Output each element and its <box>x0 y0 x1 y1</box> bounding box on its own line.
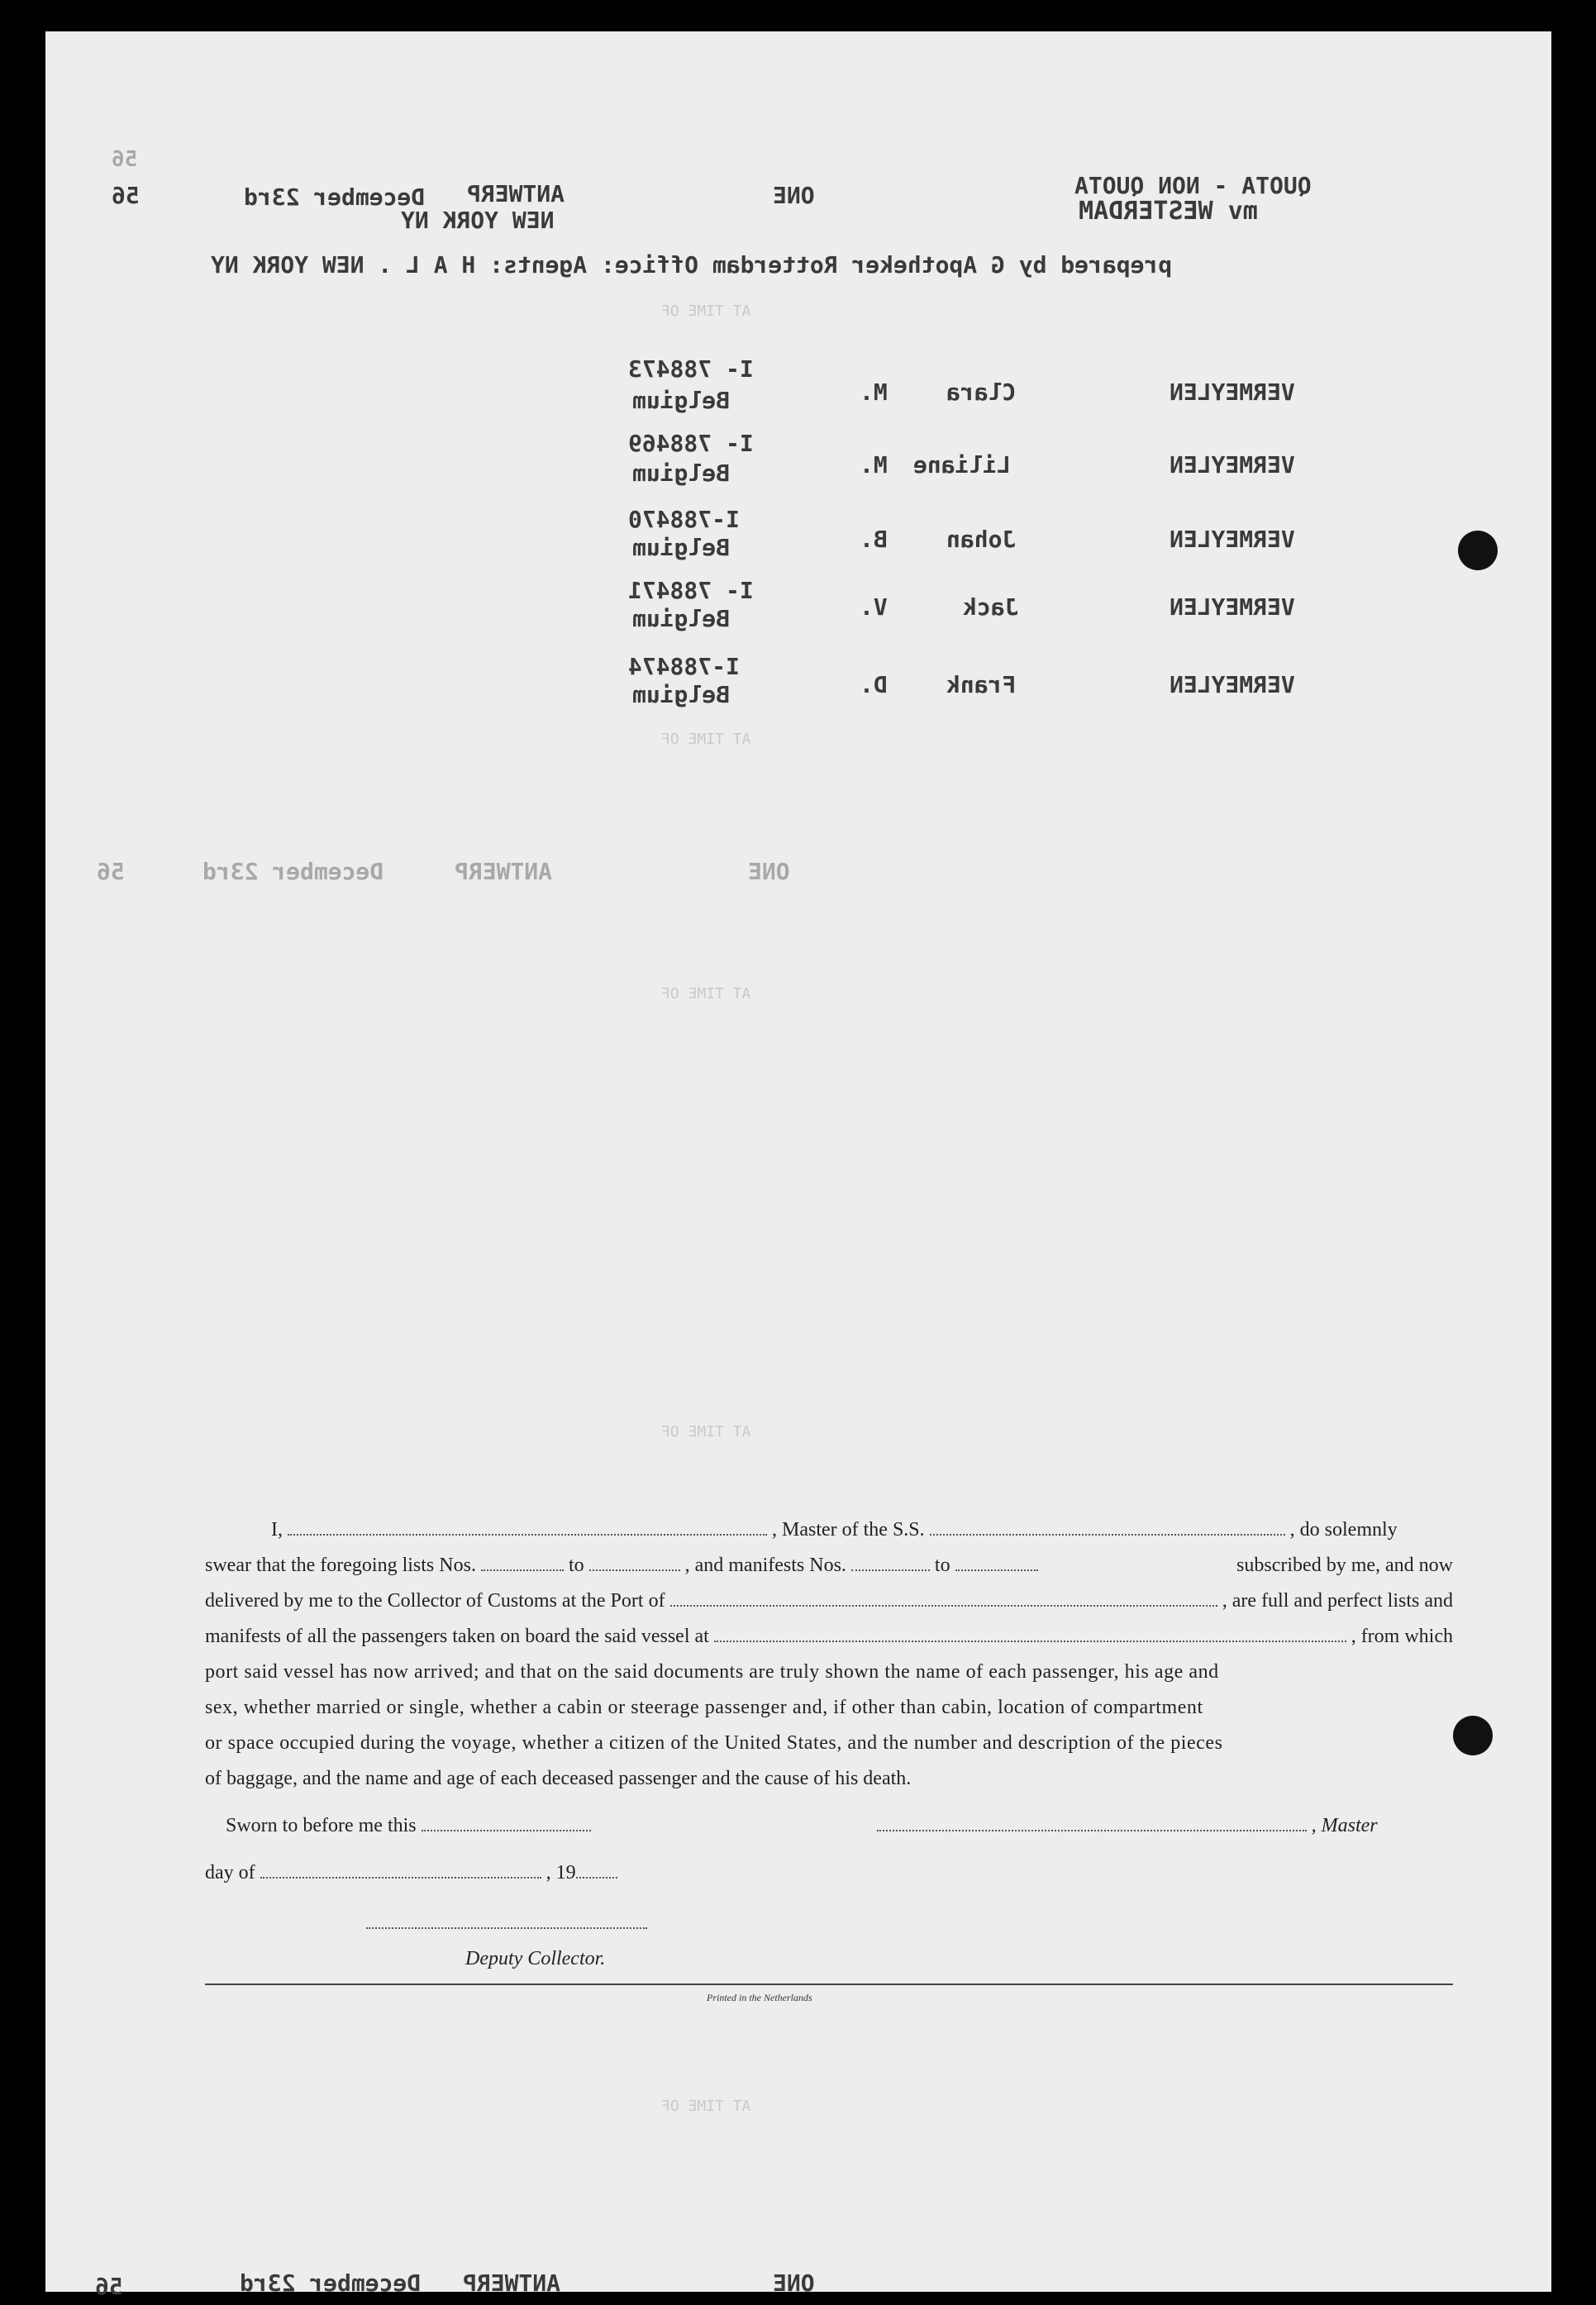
sworn-year-field[interactable] <box>576 1855 617 1879</box>
oath-text-line: or space occupied during the voyage, whether a citizen of the United States, and the number and description of the pieces <box>205 1732 1223 1754</box>
manifests-from-field[interactable] <box>851 1548 930 1571</box>
ghost-at-time-4: AT TIME OF <box>661 1423 751 1441</box>
passenger-visa: I- 788471 <box>628 577 754 604</box>
printed-in: Printed in the Netherlands <box>707 1992 812 2003</box>
ghost-at-time-1: AT TIME OF <box>661 302 751 320</box>
header-port: ANTWERP <box>467 180 565 207</box>
header-destination: NEW YORK NY <box>401 207 555 234</box>
passenger-surname: VERMEYLEN <box>1170 593 1295 621</box>
header-ship: mv WESTERDAM <box>1079 197 1258 226</box>
passenger-surname: VERMEYLEN <box>1170 526 1295 553</box>
oath-text-line: port said vessel has now arrived; and that on the said documents are truly shown the name of each passenger, his age and <box>205 1661 1219 1683</box>
passenger-sex: B. <box>860 526 888 553</box>
passenger-sex: V. <box>860 593 888 621</box>
oath-to: to <box>568 1555 584 1576</box>
passenger-surname: VERMEYLEN <box>1170 671 1295 698</box>
manifest-sheet <box>45 31 1551 2300</box>
bottom-class: ONE <box>773 2269 815 2297</box>
oath-manifests-all: manifests of all the passengers taken on board the said vessel at <box>205 1626 709 1647</box>
header-date: December 23rd <box>244 183 426 211</box>
passenger-nationality: Belgium <box>632 681 731 708</box>
oath-swear-lists: swear that the foregoing lists Nos. <box>205 1555 476 1576</box>
punch-hole <box>1458 531 1498 570</box>
deputy-signature-field[interactable] <box>366 1906 647 1929</box>
header-quota: QUOTA - NON QUOTA <box>1074 172 1312 199</box>
passenger-nationality: Belgium <box>632 605 731 632</box>
oath-from-which: , from which <box>1351 1626 1453 1647</box>
passenger-given: Frank <box>946 671 1017 698</box>
oath-sworn: Sworn to before me this <box>226 1815 417 1836</box>
second-date: December 23rd <box>202 858 384 885</box>
ship-name-field[interactable] <box>930 1512 1285 1536</box>
footer-rule <box>205 1984 1453 1985</box>
bottom-port: ANTWERP <box>463 2269 561 2297</box>
ghost-at-time-5: AT TIME OF <box>661 2098 751 2115</box>
oath-text-line: of baggage, and the name and age of each deceased passenger and the cause of his death. <box>205 1768 912 1789</box>
master-name-field[interactable] <box>288 1512 767 1536</box>
oath-and-manifests: , and manifests Nos. <box>684 1555 846 1576</box>
vessel-port-field[interactable] <box>714 1619 1346 1642</box>
passenger-nationality: Belgium <box>632 460 731 487</box>
passenger-visa: I-788470 <box>628 506 740 533</box>
passenger-surname: VERMEYLEN <box>1170 379 1295 406</box>
master-oath <box>205 1512 1453 1977</box>
oath-delivered: delivered by me to the Collector of Customs at the Port of <box>205 1590 665 1612</box>
passenger-nationality: Belgium <box>632 534 731 561</box>
lists-from-field[interactable] <box>481 1548 564 1571</box>
ghost-at-time-3: AT TIME OF <box>661 985 751 1002</box>
oath-deputy: Deputy Collector. <box>465 1948 606 1969</box>
passenger-visa: I-788474 <box>628 653 740 680</box>
passenger-given: Jack <box>963 593 1019 621</box>
passenger-sex: M. <box>860 379 888 406</box>
passenger-visa: I- 788473 <box>628 355 754 383</box>
passenger-sex: D. <box>860 671 888 698</box>
oath-subscribed: subscribed by me, and now <box>1236 1555 1453 1576</box>
master-signature-field[interactable] <box>877 1808 1307 1831</box>
lists-to-field[interactable] <box>589 1548 680 1571</box>
list-number-faint: 56 <box>112 147 138 172</box>
passenger-given: Clara <box>946 379 1017 406</box>
port-field[interactable] <box>670 1583 1217 1607</box>
oath-to2: to <box>934 1555 950 1576</box>
passenger-visa: I- 788469 <box>628 430 754 457</box>
oath-day-of: day of <box>205 1862 255 1884</box>
bottom-date: December 23rd <box>240 2269 422 2297</box>
oath-full-perfect: , are full and perfect lists and <box>1222 1590 1453 1612</box>
oath-i: I, <box>271 1519 283 1541</box>
sworn-date-field[interactable] <box>422 1808 591 1831</box>
second-port: ANTWERP <box>455 858 553 885</box>
passenger-surname: VERMEYLEN <box>1170 451 1295 479</box>
manifests-to-field[interactable] <box>955 1548 1038 1571</box>
passenger-sex: M. <box>860 451 888 479</box>
header-class: ONE <box>773 182 815 209</box>
oath-text-line: sex, whether married or single, whether a cabin or steerage passenger and, if other than cabin, location of compartment <box>205 1697 1203 1718</box>
oath-year: , 19 <box>545 1862 576 1884</box>
sworn-month-field[interactable] <box>260 1855 541 1879</box>
oath-master: , Master <box>1311 1815 1378 1836</box>
prepared-by: prepared by G Apotheker Rotterdam Office: Agents: H A L . NEW YORK NY <box>211 251 1173 279</box>
list-number: 56 <box>112 182 140 209</box>
oath-do-solemnly: , do solemnly <box>1289 1519 1398 1541</box>
ghost-at-time-2: AT TIME OF <box>661 731 751 748</box>
passenger-nationality: Belgium <box>632 387 731 414</box>
bottom-list-number: 56 <box>95 2273 123 2300</box>
oath-master-of: , Master of the S.S. <box>772 1519 925 1541</box>
second-list-number: 56 <box>97 858 125 885</box>
punch-hole <box>1453 1716 1493 1755</box>
passenger-given: Johan <box>946 526 1017 553</box>
passenger-given: Liliane <box>913 451 1012 479</box>
second-class: ONE <box>748 858 790 885</box>
